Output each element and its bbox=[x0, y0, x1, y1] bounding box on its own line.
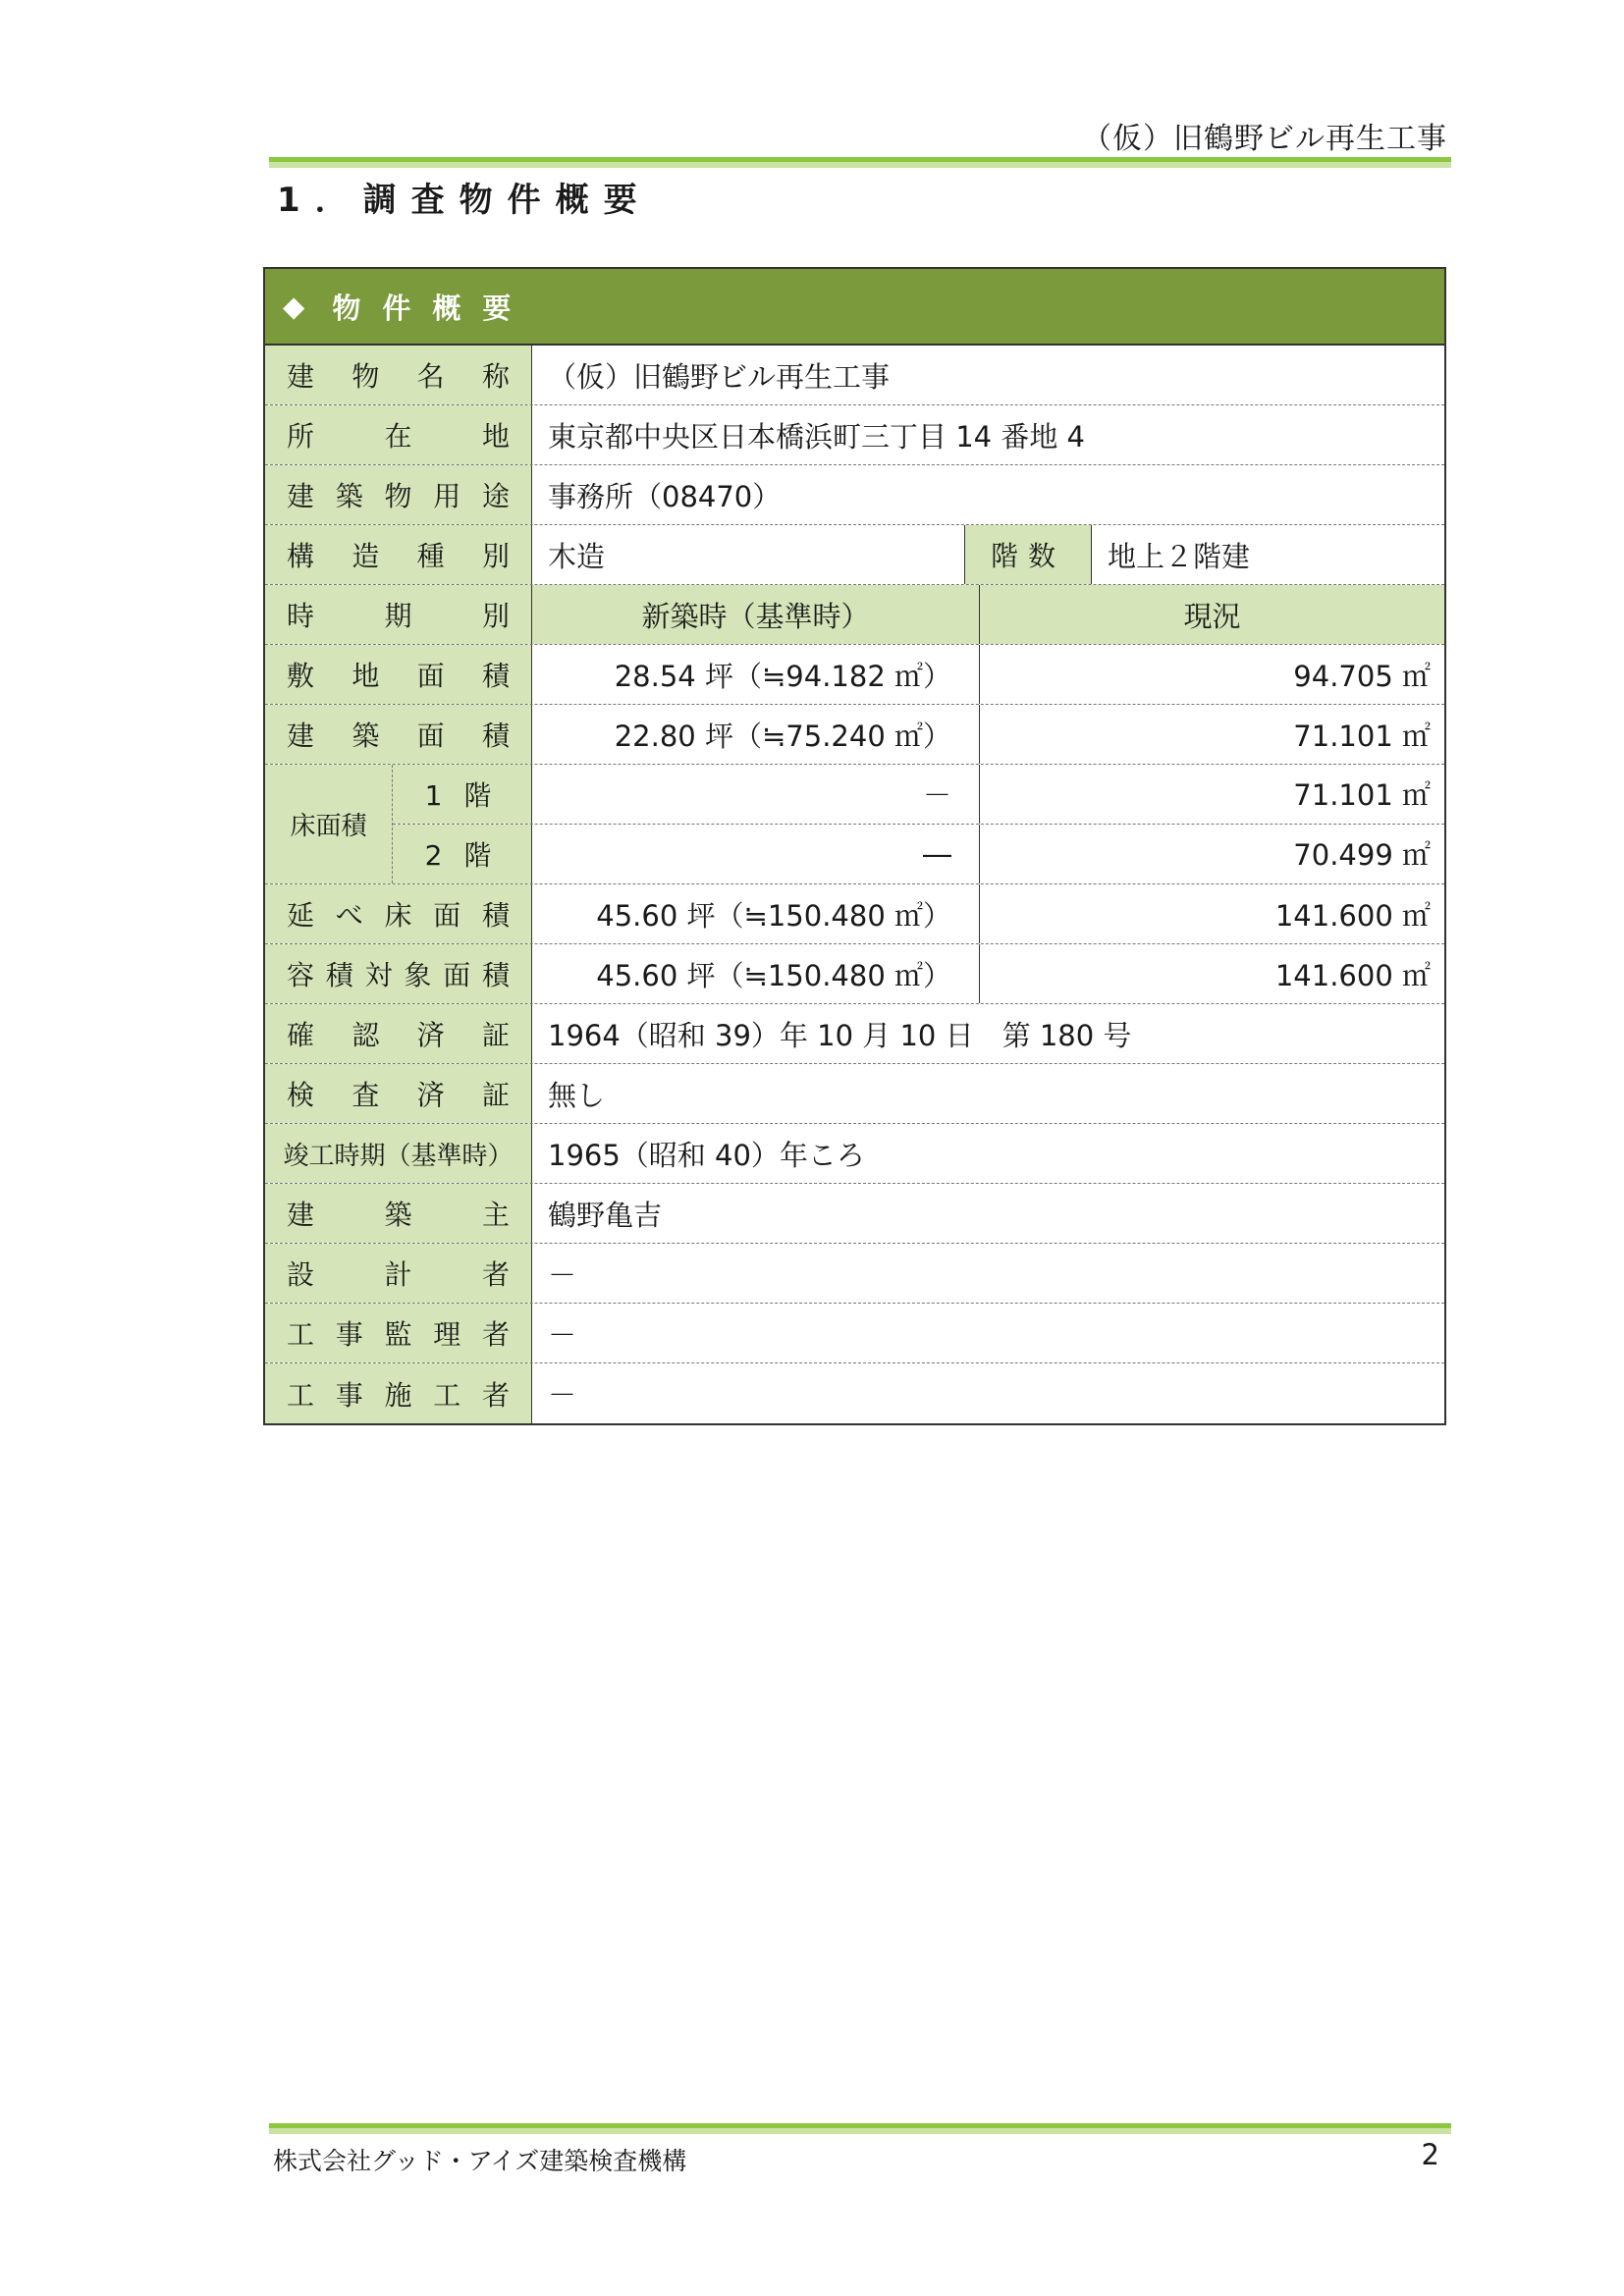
table-row-site-area bbox=[265, 645, 1444, 705]
total-floor-area-new: 45.60 坪（≒150.480 ㎡） bbox=[532, 884, 980, 943]
header-rule bbox=[269, 157, 1451, 168]
row-label bbox=[265, 1363, 532, 1423]
floor-label: 2階 bbox=[393, 825, 532, 884]
table-row-use bbox=[265, 465, 1444, 525]
row-label bbox=[265, 705, 532, 764]
label-char: 事 bbox=[335, 1318, 363, 1351]
total-floor-area-current: 141.600 ㎡ bbox=[1274, 898, 1431, 933]
location-value: 東京都中央区日本橋浜町三丁目 14 番地 4 bbox=[548, 419, 1086, 454]
label-char: 築 bbox=[335, 480, 363, 512]
use-value: 事務所（08470） bbox=[548, 479, 782, 513]
row-label bbox=[265, 645, 532, 704]
table-row-contractor bbox=[265, 1363, 1444, 1423]
label-char: 敷 bbox=[287, 660, 315, 692]
designer-value: － bbox=[548, 1257, 577, 1292]
footer-rule bbox=[269, 2123, 1451, 2134]
volume-area-current: 141.600 ㎡ bbox=[1274, 958, 1431, 992]
floor-area-current: 71.101 ㎡ bbox=[1293, 778, 1431, 813]
label-char: 期 bbox=[384, 600, 412, 632]
column-new: 新築時（基準時） bbox=[532, 585, 980, 644]
label-char: 者 bbox=[481, 1258, 510, 1291]
label-char: 地 bbox=[352, 660, 380, 692]
label-char: 建 bbox=[287, 480, 315, 512]
label-char: 積 bbox=[481, 660, 510, 692]
table-row-volume-area bbox=[265, 944, 1444, 1004]
label-char: 容 bbox=[287, 959, 315, 991]
page-number: 2 bbox=[1421, 2138, 1439, 2171]
label-char: 主 bbox=[481, 1199, 510, 1231]
label-char: 面 bbox=[433, 899, 461, 932]
label-char: 建 bbox=[287, 1199, 315, 1231]
label-char: 計 bbox=[384, 1258, 412, 1291]
label-char: 工 bbox=[433, 1378, 461, 1412]
stories-label: 階数 bbox=[964, 525, 1092, 584]
row-label bbox=[265, 884, 532, 943]
row-label bbox=[265, 1244, 532, 1303]
table-row-supervisor bbox=[265, 1304, 1444, 1363]
label-char: 用 bbox=[433, 480, 461, 512]
label-char: 者 bbox=[481, 1318, 510, 1351]
row-label bbox=[265, 465, 532, 524]
label-char: 検 bbox=[287, 1079, 315, 1111]
property-summary-table bbox=[263, 267, 1446, 1425]
label-char: 築 bbox=[352, 720, 380, 752]
table-row-owner bbox=[265, 1184, 1444, 1244]
structure-value: 木造 bbox=[548, 539, 606, 573]
table-row-completion bbox=[265, 1124, 1444, 1184]
row-label bbox=[265, 1004, 532, 1063]
table-row-designer bbox=[265, 1244, 1444, 1304]
table-heading bbox=[265, 269, 1444, 346]
table-row-period bbox=[265, 585, 1444, 645]
label-char: 面 bbox=[443, 959, 471, 991]
table-row-building-area bbox=[265, 705, 1444, 765]
row-label: 竣工時期（基準時） bbox=[265, 1124, 532, 1183]
column-current: 現況 bbox=[980, 585, 1444, 644]
section-title: 1．調査物件概要 bbox=[277, 181, 652, 220]
label-char: 床 bbox=[384, 899, 412, 932]
floor-label: 1階 bbox=[393, 765, 532, 824]
label-char: 査 bbox=[352, 1079, 380, 1111]
table-row-location bbox=[265, 405, 1444, 465]
label-char: 積 bbox=[481, 720, 510, 752]
footer-company: 株式会社グッド・アイズ建築検査機構 bbox=[273, 2147, 687, 2175]
floor-area-new: ― bbox=[532, 825, 980, 884]
row-label bbox=[265, 1064, 532, 1123]
label-char: 途 bbox=[481, 480, 510, 512]
label-char: 在 bbox=[384, 420, 412, 453]
label-char: 物 bbox=[384, 480, 412, 512]
contractor-value: － bbox=[548, 1378, 577, 1412]
floor-area-current: 70.499 ㎡ bbox=[1293, 838, 1431, 873]
owner-value: 鶴野亀吉 bbox=[548, 1198, 663, 1232]
label-char: 種 bbox=[416, 540, 445, 572]
row-label bbox=[265, 525, 532, 584]
floor-area-label: 床面積 bbox=[265, 765, 393, 883]
site-area-new: 28.54 坪（≒94.182 ㎡） bbox=[532, 645, 980, 704]
label-char: 時 bbox=[287, 600, 315, 632]
row-label bbox=[265, 944, 532, 1003]
label-char: 事 bbox=[335, 1378, 363, 1412]
row-label bbox=[265, 405, 532, 464]
table-row-building-name bbox=[265, 346, 1444, 405]
label-char: べ bbox=[335, 899, 363, 932]
label-char: 証 bbox=[481, 1079, 510, 1111]
table-row-inspection bbox=[265, 1064, 1444, 1124]
completion-value: 1965（昭和 40）年ころ bbox=[548, 1138, 865, 1172]
diamond-icon: ◆ bbox=[283, 290, 305, 323]
label-char: 者 bbox=[481, 1378, 510, 1412]
label-char: 積 bbox=[325, 959, 353, 991]
document-title: （仮）旧鶴野ビル再生工事 bbox=[1082, 122, 1447, 156]
table-row-structure bbox=[265, 525, 1444, 585]
table-row-total-floor-area bbox=[265, 884, 1444, 944]
label-char: 施 bbox=[384, 1378, 412, 1412]
floor-area-new: － bbox=[532, 765, 980, 824]
label-char: 名 bbox=[416, 360, 445, 393]
label-char: 工 bbox=[287, 1318, 315, 1351]
label-char: 別 bbox=[481, 540, 510, 572]
label-char: 所 bbox=[287, 420, 315, 453]
row-label bbox=[265, 1304, 532, 1362]
stories-value: 地上２階建 bbox=[1108, 539, 1251, 573]
label-char: 設 bbox=[287, 1258, 315, 1291]
label-char: 済 bbox=[416, 1019, 445, 1051]
table-row-floor-area bbox=[265, 765, 1444, 884]
label-char: 象 bbox=[404, 959, 432, 991]
label-char: 物 bbox=[352, 360, 380, 393]
label-char: 面 bbox=[416, 720, 445, 752]
confirmation-value: 1964（昭和 39）年 10 月 10 日 第 180 号 bbox=[548, 1018, 1132, 1052]
label-char: 監 bbox=[384, 1318, 412, 1351]
label-char: 建 bbox=[287, 720, 315, 752]
label-char: 別 bbox=[481, 600, 510, 632]
building-area-current: 71.101 ㎡ bbox=[1293, 719, 1431, 753]
label-char: 築 bbox=[384, 1199, 412, 1231]
floor-row bbox=[393, 765, 1444, 825]
label-char: 確 bbox=[287, 1019, 315, 1051]
label-char: 構 bbox=[287, 540, 315, 572]
supervisor-value: － bbox=[548, 1317, 577, 1352]
label-char: 延 bbox=[287, 899, 315, 932]
volume-area-new: 45.60 坪（≒150.480 ㎡） bbox=[532, 944, 980, 1003]
row-label bbox=[265, 346, 532, 404]
floor-row bbox=[393, 825, 1444, 884]
label-char: 造 bbox=[352, 540, 380, 572]
label-char: 理 bbox=[433, 1318, 461, 1351]
label-char: 済 bbox=[416, 1079, 445, 1111]
label-char: 工 bbox=[287, 1378, 315, 1412]
inspection-value: 無し bbox=[548, 1078, 606, 1112]
table-heading-text: 物件概要 bbox=[332, 291, 533, 325]
label-char: 称 bbox=[481, 360, 510, 393]
row-label bbox=[265, 585, 532, 644]
building-area-new: 22.80 坪（≒75.240 ㎡） bbox=[532, 705, 980, 764]
label-char: 面 bbox=[416, 660, 445, 692]
label-char: 建 bbox=[287, 360, 315, 393]
label-char: 地 bbox=[481, 420, 510, 453]
label-char: 認 bbox=[352, 1019, 380, 1051]
label-char: 対 bbox=[364, 959, 393, 991]
label-char: 積 bbox=[481, 899, 510, 932]
label-char: 証 bbox=[481, 1019, 510, 1051]
site-area-current: 94.705 ㎡ bbox=[1293, 659, 1431, 693]
label-char: 積 bbox=[481, 959, 510, 991]
building-name-value: （仮）旧鶴野ビル再生工事 bbox=[548, 359, 891, 394]
table-row-confirmation bbox=[265, 1004, 1444, 1064]
row-label bbox=[265, 1184, 532, 1243]
